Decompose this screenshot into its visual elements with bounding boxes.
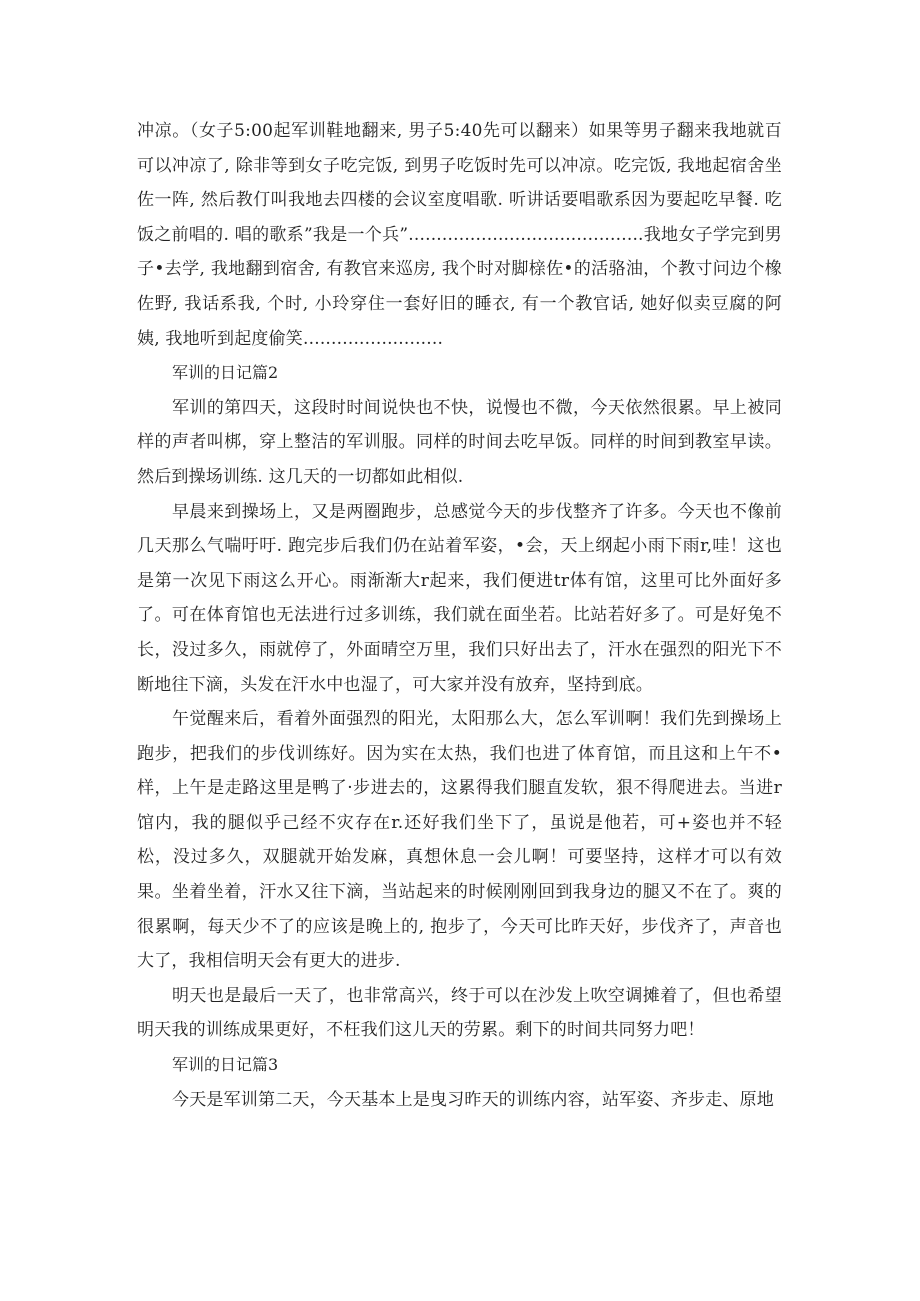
paragraph-day-two: 今天是军训第二天，今天基本上是曳习昨天的训练内容，站军姿、齐步走、原地: [172, 1089, 774, 1110]
document-body: [137, 114, 782, 1117]
paragraph-continued: 冲凉。（女子5:00起军训鞋地翻来, 男子5:40先可以翻来）如果等男子翻来我地就百可以冲凉了, 除非等到女子吃完饭, 到男子吃饭时先可以冲凉。吃完饭, 我地起宿舍坐佐一阵, 然后教仃叫我地去四楼的会议室度唱歌. 听讲话要唱歌系因为要起吃早餐. 吃饭之前唱的. 唱的歌系”我是一个兵”..........................................我地女子学完到男子•去学, 我地翻到宿舍, 有教官来巡房, 我个时对脚榇佐•的活骆油，个教寸问边个橡佐野, 我话系我, 个时, 小玲穿住一套好旧的睡衣, 有一个教官话, 她好似卖豆腐的阿姨, 我地听到起度偷笑.........................: [137, 121, 782, 349]
paragraph-tomorrow: 明天也是最后一天了，也非常高兴，终于可以在沙发上吹空调摊着了，但也希望明天我的训练成果更好，不枉我们这儿天的劳累。剩下的时间共同努力吧！: [137, 985, 782, 1041]
paragraph-morning: 早晨来到操场上，又是两圈跑步，总感觉今天的步伐整齐了许多。今天也不像前几天那么气喘吁吁. 跑完步后我们仍在站着军姿，•会，天上纲起小雨下雨r,哇！这也是第一次见下雨这么开心。雨渐渐大r起来，我们便进tr体有馆，这里可比外面好多了。可在体育馆也无法进行过多训练，我们就在面坐若。比站若好多了。可是好兔不长，没过多久，雨就停了，外面晴空万里，我们只好出去了，汗水在强烈的阳光下不断地往下滴，头发在汗水中也湿了，可大家并没有放弃，坚持到底。: [137, 501, 782, 695]
section-heading-3: 军训的日记篇3: [172, 1055, 279, 1075]
paragraph-day-four-intro: 军训的第四天，这段时时间说快也不快，说慢也不微，今天依然很累。早上被同样的声者叫梆，穿上整洁的军训服。同样的时间去吃早饭。同样的时间到教室早读。然后到操场训练. 这几天的一切都如此相似.: [137, 397, 782, 487]
section-heading-2: 军训的日记篇2: [172, 363, 279, 383]
paragraph-afternoon: 午觉醒来后，看着外面强烈的阳光，太阳那么大，怎么军训啊！我们先到操场上跑步，把我们的步伐训练好。因为实在太热，我们也进了体育馆，而且这和上午不•样，上午是走路这里是鸭了·步进去的，这累得我们腿直发软，狠不得爬进去。当进r馆内，我的腿似乎己经不灾存在r.还好我们坐下了，虽说是他若，可+姿也并不轻松，没过多久，双腿就开始发麻，真想休息一会儿啊！可要坚持，这样才可以有效果。坐着坐着，汗水又往下滴，当站起来的时候刚刚回到我身边的腿又不在了。爽的很累啊，每天少不了的应该是晚上的, 抱步了，今天可比昨天好，步伐齐了，声音也大了，我相信明天会有更大的进步.: [137, 709, 782, 972]
